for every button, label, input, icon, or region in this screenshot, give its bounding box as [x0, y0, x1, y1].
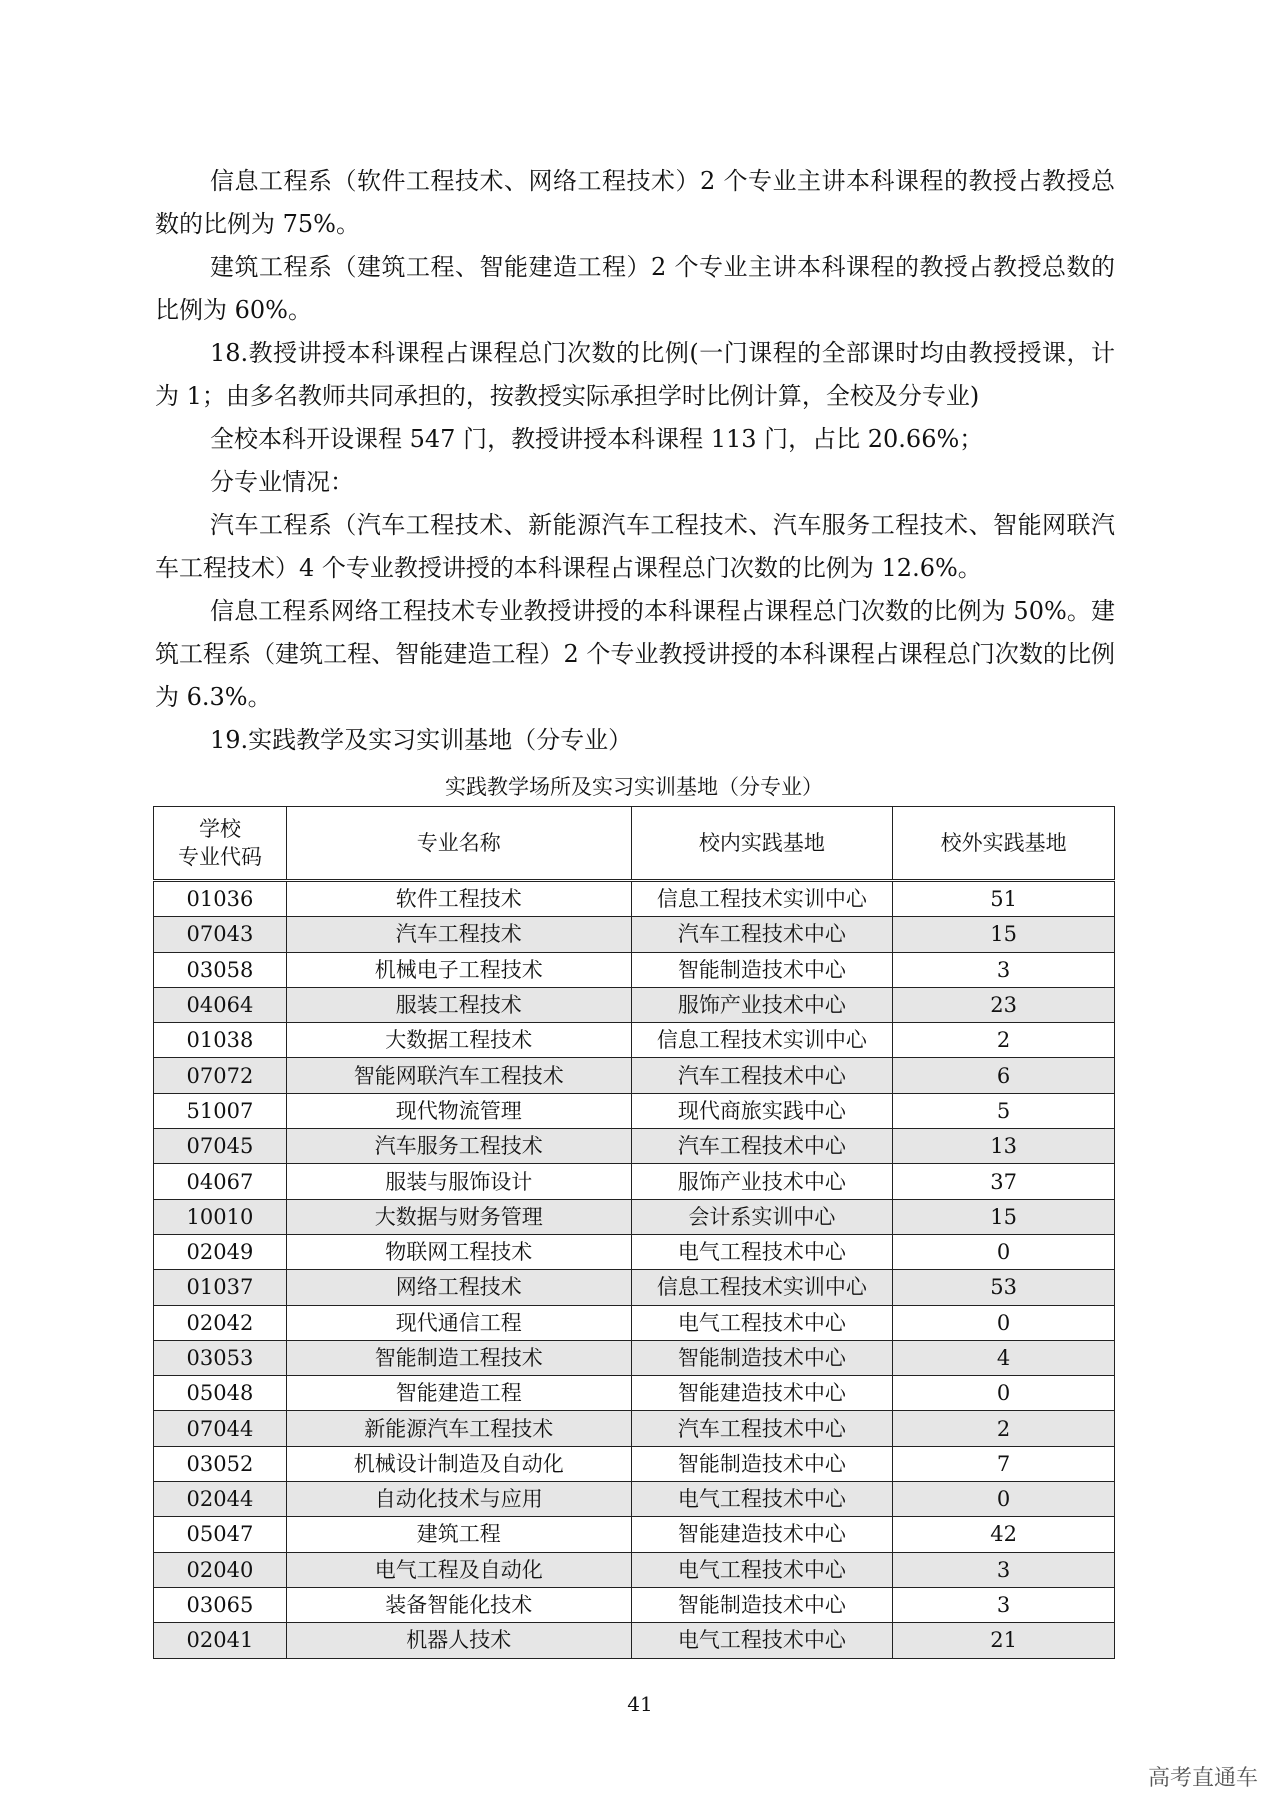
- cell-internal-base: 服饰产业技术中心: [631, 1164, 893, 1199]
- table-row: [154, 1376, 1115, 1411]
- cell-internal-base: 智能制造技术中心: [631, 1340, 893, 1375]
- cell-major-name: 机器人技术: [286, 1623, 631, 1658]
- paragraph-by-major: 分专业情况：: [210, 468, 354, 496]
- cell-major-code: 05047: [154, 1517, 287, 1552]
- cell-major-code: 02049: [154, 1234, 287, 1269]
- cell-major-code: 02041: [154, 1623, 287, 1658]
- cell-major-name: 汽车服务工程技术: [286, 1129, 631, 1164]
- cell-major-code: 05048: [154, 1376, 287, 1411]
- cell-major-name: 物联网工程技术: [286, 1234, 631, 1269]
- table-row: [154, 1517, 1115, 1552]
- cell-major-code: 03058: [154, 952, 287, 987]
- paragraph-auto-eng: 汽车工程系（汽车工程技术、新能源汽车工程技术、汽车服务工程技术、智能网联汽车工程技术）4 个专业教授讲授的本科课程占课程总门次数的比例为 12.6%。: [155, 511, 1115, 582]
- table-row: [154, 987, 1115, 1022]
- cell-major-code: 04067: [154, 1164, 287, 1199]
- cell-major-code: 01038: [154, 1023, 287, 1058]
- cell-major-name: 智能建造工程: [286, 1376, 631, 1411]
- table-row: [154, 1199, 1115, 1234]
- cell-internal-base: 电气工程技术中心: [631, 1305, 893, 1340]
- cell-internal-base: 智能建造技术中心: [631, 1517, 893, 1552]
- cell-internal-base: 服饰产业技术中心: [631, 987, 893, 1022]
- cell-external-base: 0: [893, 1305, 1115, 1340]
- cell-external-base: 7: [893, 1446, 1115, 1481]
- cell-external-base: 15: [893, 1199, 1115, 1234]
- cell-external-base: 2: [893, 1411, 1115, 1446]
- cell-major-name: 大数据与财务管理: [286, 1199, 631, 1234]
- cell-major-code: 07044: [154, 1411, 287, 1446]
- cell-major-code: 02044: [154, 1482, 287, 1517]
- cell-external-base: 4: [893, 1340, 1115, 1375]
- cell-major-name: 智能制造工程技术: [286, 1340, 631, 1375]
- paragraph-school-total: 全校本科开设课程 547 门，教授讲授本科课程 113 门，占比 20.66%；: [210, 425, 984, 453]
- table-row: [154, 1058, 1115, 1093]
- table-row: [154, 1552, 1115, 1587]
- cell-major-code: 51007: [154, 1093, 287, 1128]
- paragraph-section-18: 18.教授讲授本科课程占课程总门次数的比例(一门课程的全部课时均由教授授课，计为 1；由多名教师共同承担的，按教授实际承担学时比例计算，全校及分专业): [155, 339, 1115, 410]
- cell-major-code: 01036: [154, 881, 287, 917]
- header-internal-base: 校内实践基地: [631, 807, 893, 881]
- cell-major-code: 04064: [154, 987, 287, 1022]
- table-caption: 实践教学场所及实习实训基地（分专业）: [445, 775, 823, 799]
- cell-major-name: 自动化技术与应用: [286, 1482, 631, 1517]
- cell-internal-base: 电气工程技术中心: [631, 1623, 893, 1658]
- cell-major-name: 装备智能化技术: [286, 1587, 631, 1622]
- cell-major-name: 机械电子工程技术: [286, 952, 631, 987]
- cell-external-base: 3: [893, 1587, 1115, 1622]
- table-row: [154, 1270, 1115, 1305]
- cell-external-base: 21: [893, 1623, 1115, 1658]
- cell-external-base: 2: [893, 1023, 1115, 1058]
- table-row: [154, 881, 1115, 917]
- cell-internal-base: 信息工程技术实训中心: [631, 1270, 893, 1305]
- cell-external-base: 6: [893, 1058, 1115, 1093]
- cell-internal-base: 汽车工程技术中心: [631, 1411, 893, 1446]
- table-row: [154, 1482, 1115, 1517]
- table-row: [154, 1023, 1115, 1058]
- cell-internal-base: 汽车工程技术中心: [631, 1129, 893, 1164]
- cell-major-name: 新能源汽车工程技术: [286, 1411, 631, 1446]
- cell-major-name: 机械设计制造及自动化: [286, 1446, 631, 1481]
- cell-major-name: 现代物流管理: [286, 1093, 631, 1128]
- table-body: [154, 881, 1115, 1659]
- paragraph-network-construction: 信息工程系网络工程技术专业教授讲授的本科课程占课程总门次数的比例为 50%。建筑工程系（建筑工程、智能建造工程）2 个专业教授讲授的本科课程占课程总门次数的比例为 6.3%。: [155, 597, 1115, 711]
- cell-external-base: 42: [893, 1517, 1115, 1552]
- table-row: [154, 1587, 1115, 1622]
- cell-major-name: 现代通信工程: [286, 1305, 631, 1340]
- cell-internal-base: 信息工程技术实训中心: [631, 881, 893, 917]
- cell-external-base: 23: [893, 987, 1115, 1022]
- cell-major-name: 智能网联汽车工程技术: [286, 1058, 631, 1093]
- practice-base-table: [153, 806, 1115, 1659]
- cell-major-name: 软件工程技术: [286, 881, 631, 917]
- cell-internal-base: 电气工程技术中心: [631, 1552, 893, 1587]
- cell-major-code: 07043: [154, 917, 287, 952]
- cell-internal-base: 智能制造技术中心: [631, 952, 893, 987]
- cell-external-base: 13: [893, 1129, 1115, 1164]
- cell-internal-base: 电气工程技术中心: [631, 1234, 893, 1269]
- cell-major-code: 03052: [154, 1446, 287, 1481]
- paragraph-info-eng-professors: 信息工程系（软件工程技术、网络工程技术）2 个专业主讲本科课程的教授占教授总数的比例为 75%。: [155, 167, 1115, 238]
- paragraph-construction-professors: 建筑工程系（建筑工程、智能建造工程）2 个专业主讲本科课程的教授占教授总数的比例为 60%。: [155, 253, 1115, 324]
- table-row: [154, 1340, 1115, 1375]
- cell-internal-base: 现代商旅实践中心: [631, 1093, 893, 1128]
- cell-major-code: 03053: [154, 1340, 287, 1375]
- watermark-text: 高考直通车: [1147, 1766, 1258, 1791]
- cell-external-base: 0: [893, 1234, 1115, 1269]
- cell-major-code: 03065: [154, 1587, 287, 1622]
- table-row: [154, 1234, 1115, 1269]
- table-header-row: [154, 807, 1115, 881]
- cell-internal-base: 信息工程技术实训中心: [631, 1023, 893, 1058]
- header-external-base: 校外实践基地: [893, 807, 1115, 881]
- cell-external-base: 51: [893, 881, 1115, 917]
- cell-major-name: 建筑工程: [286, 1517, 631, 1552]
- cell-external-base: 37: [893, 1164, 1115, 1199]
- header-major-code: 学校 专业代码: [154, 807, 287, 881]
- cell-internal-base: 智能制造技术中心: [631, 1446, 893, 1481]
- cell-external-base: 0: [893, 1482, 1115, 1517]
- cell-major-name: 服装工程技术: [286, 987, 631, 1022]
- cell-external-base: 5: [893, 1093, 1115, 1128]
- cell-internal-base: 电气工程技术中心: [631, 1482, 893, 1517]
- cell-major-code: 02042: [154, 1305, 287, 1340]
- page-number: 41: [627, 1692, 653, 1716]
- cell-internal-base: 汽车工程技术中心: [631, 1058, 893, 1093]
- cell-external-base: 3: [893, 952, 1115, 987]
- section-19-heading: 19.实践教学及实习实训基地（分专业）: [210, 726, 633, 754]
- cell-external-base: 3: [893, 1552, 1115, 1587]
- table-row: [154, 1305, 1115, 1340]
- table-row: [154, 1093, 1115, 1128]
- cell-major-code: 10010: [154, 1199, 287, 1234]
- table-row: [154, 1446, 1115, 1481]
- table-row: [154, 1129, 1115, 1164]
- table-row: [154, 917, 1115, 952]
- table-row: [154, 1411, 1115, 1446]
- cell-major-code: 02040: [154, 1552, 287, 1587]
- cell-internal-base: 会计系实训中心: [631, 1199, 893, 1234]
- cell-internal-base: 汽车工程技术中心: [631, 917, 893, 952]
- cell-major-name: 汽车工程技术: [286, 917, 631, 952]
- cell-major-code: 07045: [154, 1129, 287, 1164]
- table-row: [154, 1623, 1115, 1658]
- cell-external-base: 15: [893, 917, 1115, 952]
- cell-internal-base: 智能建造技术中心: [631, 1376, 893, 1411]
- header-major-name: 专业名称: [286, 807, 631, 881]
- cell-major-name: 服装与服饰设计: [286, 1164, 631, 1199]
- cell-major-name: 大数据工程技术: [286, 1023, 631, 1058]
- cell-internal-base: 智能制造技术中心: [631, 1587, 893, 1622]
- table-row: [154, 1164, 1115, 1199]
- cell-external-base: 0: [893, 1376, 1115, 1411]
- cell-major-name: 电气工程及自动化: [286, 1552, 631, 1587]
- table-row: [154, 952, 1115, 987]
- cell-major-code: 01037: [154, 1270, 287, 1305]
- cell-major-code: 07072: [154, 1058, 287, 1093]
- cell-external-base: 53: [893, 1270, 1115, 1305]
- cell-major-name: 网络工程技术: [286, 1270, 631, 1305]
